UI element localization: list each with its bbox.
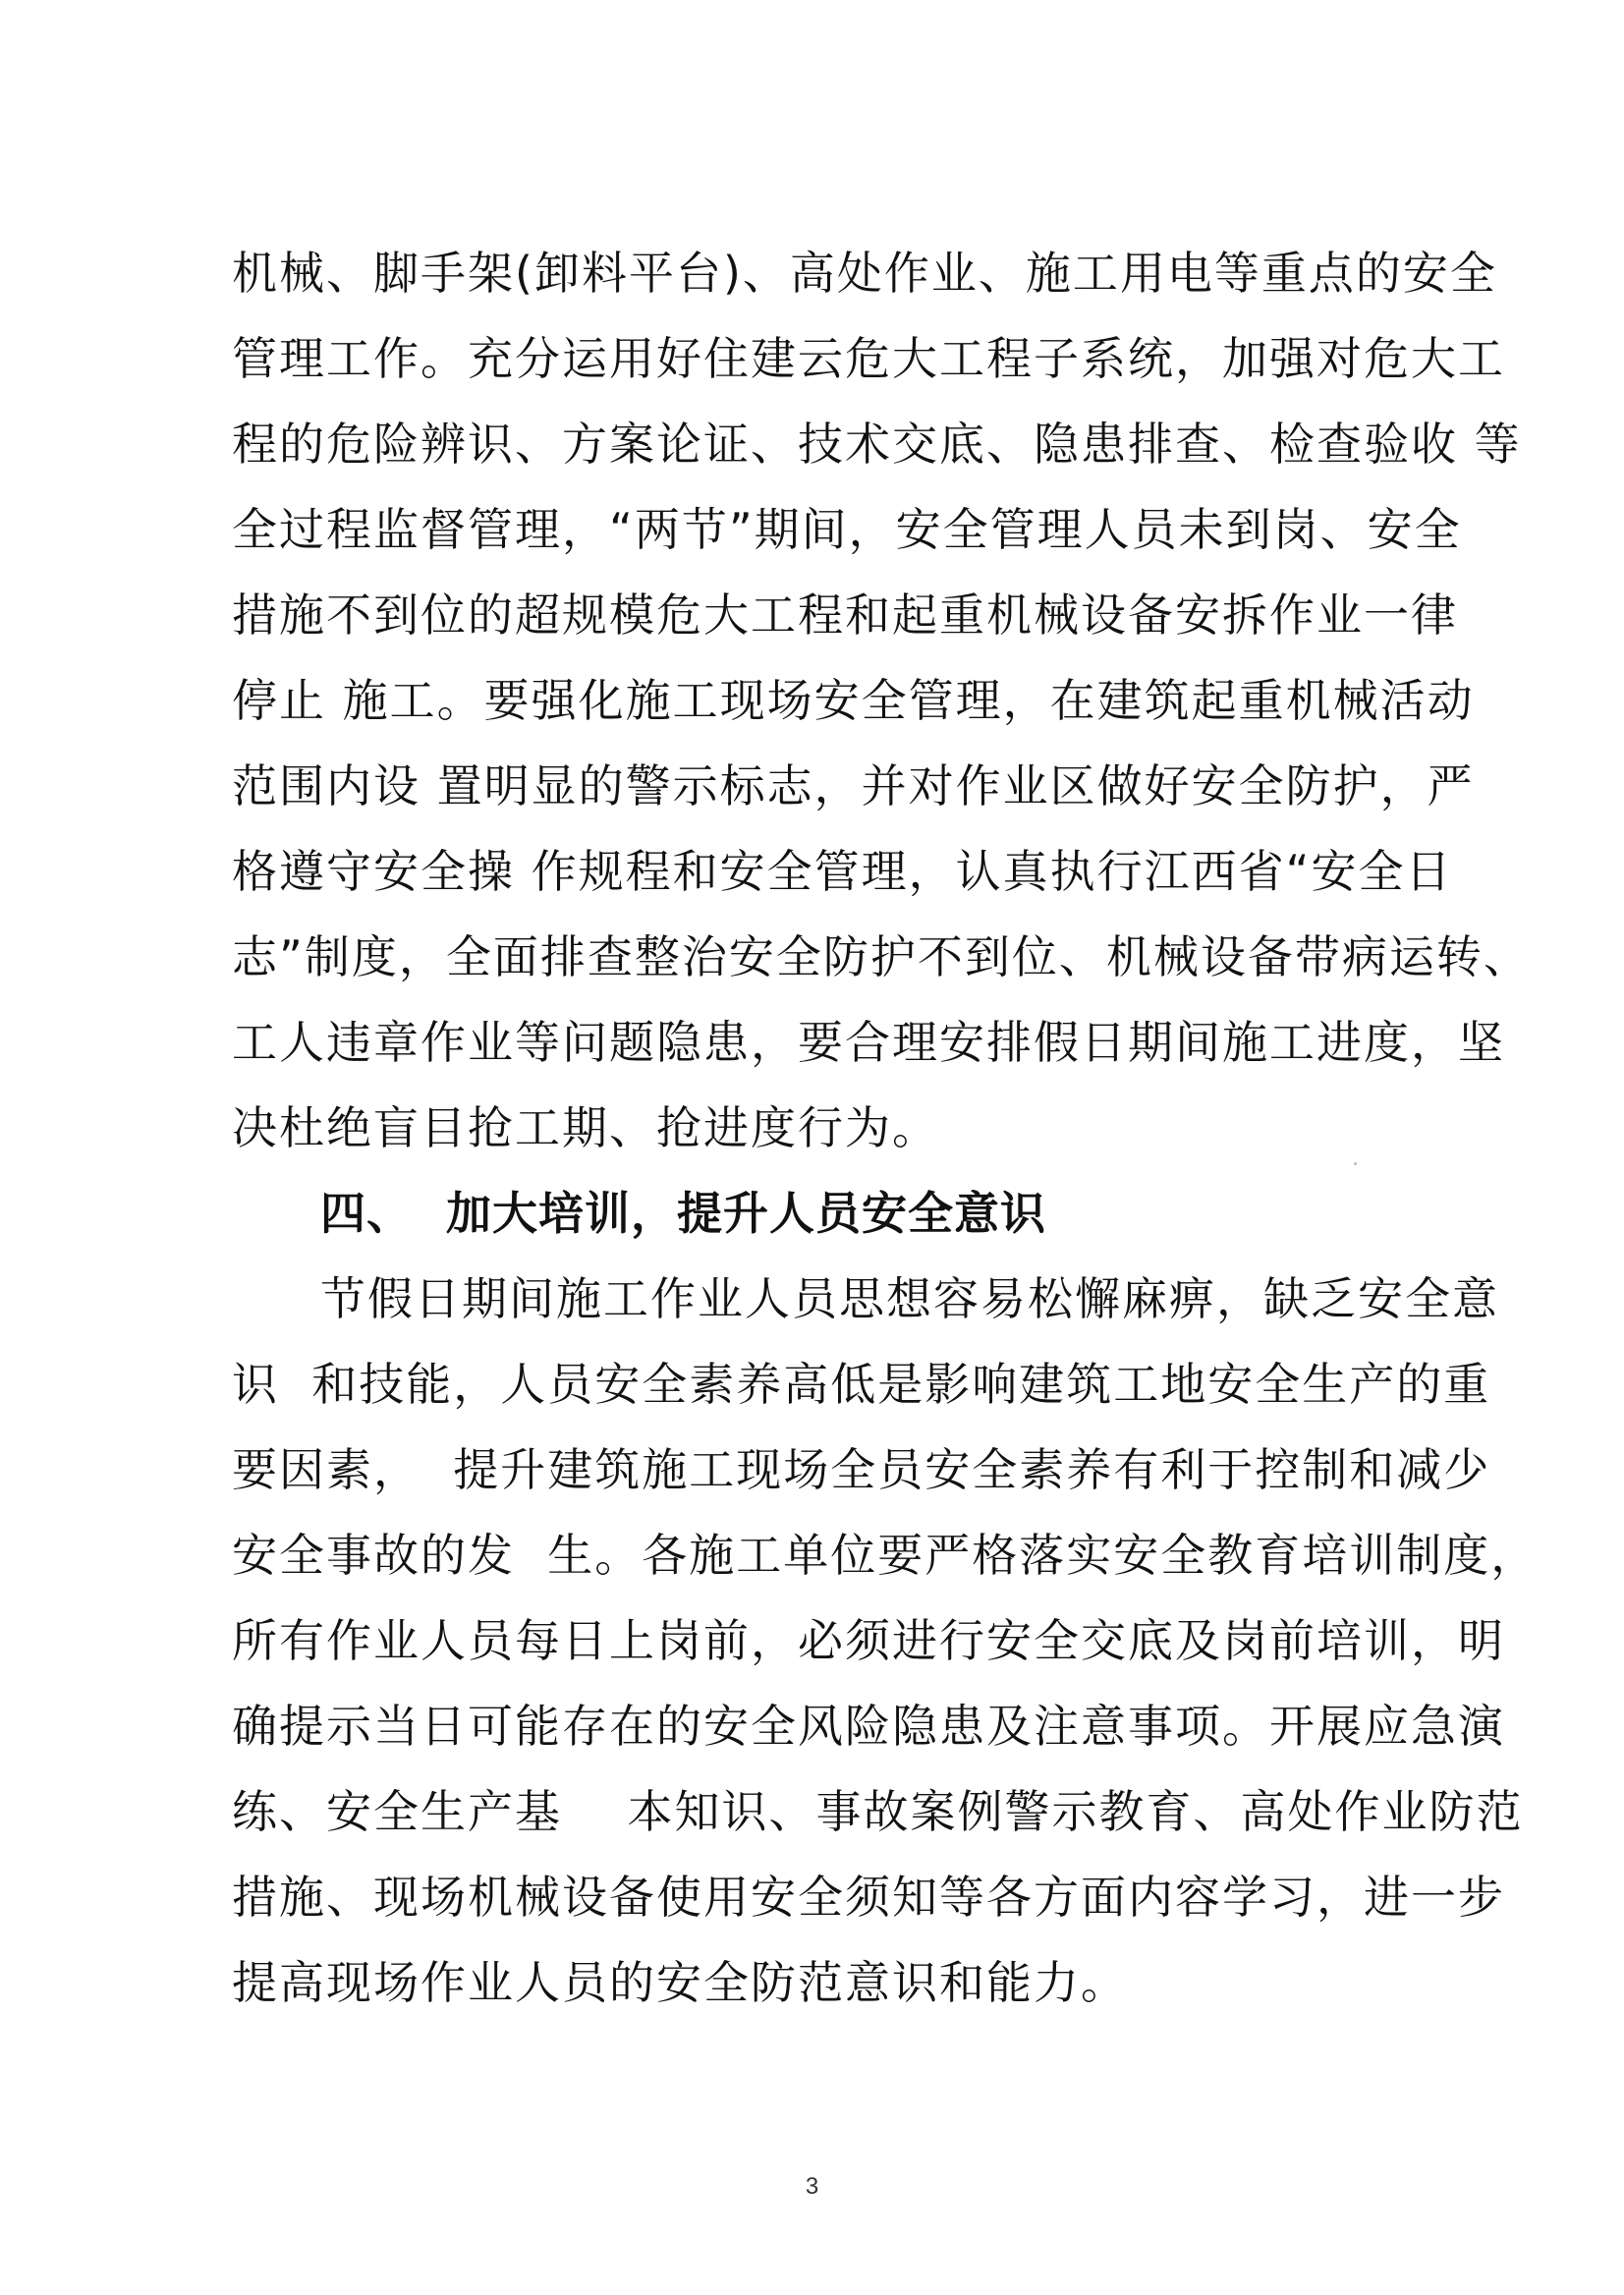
page-number: 3: [805, 2173, 819, 2200]
body-line: 范围内设 置明显的警示标志，并对作业区做好安全防护，严: [232, 759, 1475, 812]
body-line: 要因素， 提升建筑施工现场全员安全素养有利于控制和减少: [232, 1443, 1491, 1496]
body-line: 志”制度，全面排查整治安全防护不到位、机械设备带病运转、: [232, 930, 1531, 983]
body-line: 提高现场作业人员的安全防范意识和能力。: [232, 1956, 1128, 2009]
body-line: 确提示当日可能存在的安全风险隐患及注意事项。开展应急演: [232, 1700, 1505, 1753]
body-line: 练、安全生产基 本知识、事故案例警示教育、高处作业防范: [232, 1785, 1524, 1838]
body-line: 全过程监督管理，“两节”期间，安全管理人员未到岗、安全: [232, 503, 1462, 556]
body-line: 措施、现场机械设备使用安全须知等各方面内容学习，进一步: [232, 1871, 1505, 1924]
body-line: 管理工作。充分运用好住建云危大工程子系统，加强对危大工: [232, 332, 1505, 385]
body-line: 决杜绝盲目抢工期、抢进度行为。: [232, 1101, 939, 1154]
body-line: 安全事故的发 生。各施工单位要严格落实安全教育培训制度，: [232, 1529, 1539, 1582]
body-line: 识 和技能，人员安全素养高低是影响建筑工地安全生产的重: [232, 1358, 1491, 1411]
body-line: 节假日期间施工作业人员思想容易松懈麻痹，缺乏安全意: [320, 1272, 1499, 1325]
body-line: 措施不到位的超规模危大工程和起重机械设备安拆作业一律: [232, 588, 1458, 642]
body-line: 格遵守安全操 作规程和安全管理，认真执行江西省“安全日: [232, 845, 1453, 898]
section-heading: 四、 加大培训，提升人员安全意识: [320, 1187, 1047, 1240]
body-line: 程的危险辨识、方案论证、技术交底、隐患排查、检查验收 等: [232, 418, 1522, 471]
body-line: 停止 施工。要强化施工现场安全管理，在建筑起重机械活动: [232, 674, 1475, 727]
body-line: 所有作业人员每日上岗前，必须进行安全交底及岗前培训，明: [232, 1614, 1505, 1667]
body-line: 机械、脚手架(卸料平台)、高处作业、施工用电等重点的安全: [232, 247, 1497, 300]
body-line: 工人违章作业等问题隐患，要合理安排假日期间施工进度，坚: [232, 1016, 1505, 1069]
scan-speck: [1354, 1162, 1357, 1165]
